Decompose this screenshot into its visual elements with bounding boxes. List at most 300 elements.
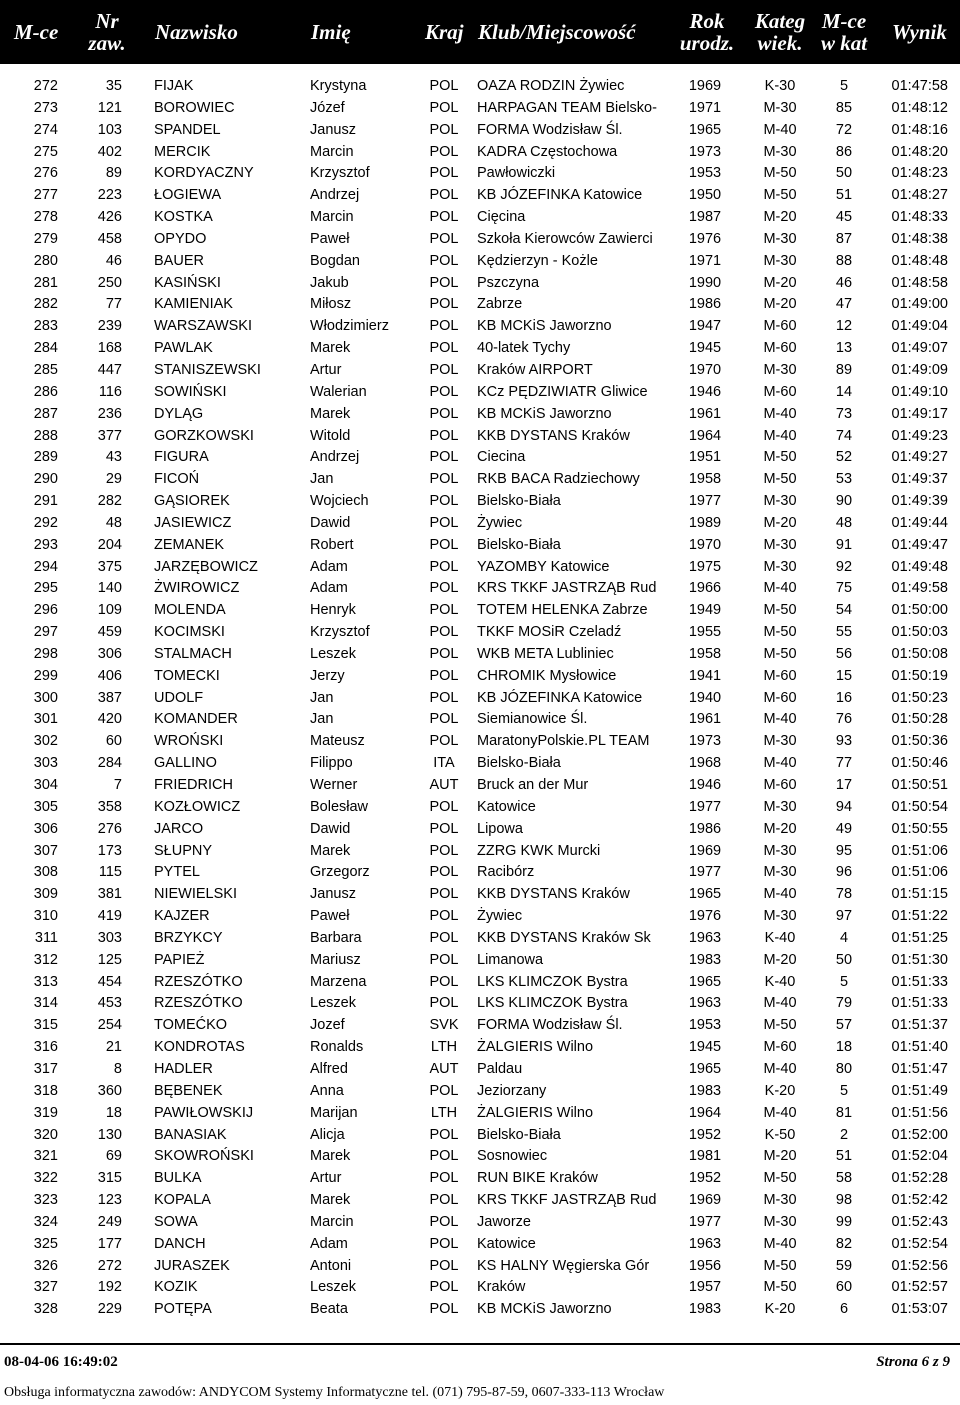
cell-first-name: Artur [310,1170,342,1187]
cell-place: 309 [33,886,58,903]
cell-club: Kraków [477,1279,526,1296]
header-category [752,0,808,64]
cell-category: M-60 [763,667,797,684]
cell-country: POL [429,667,459,684]
cell-category: M-20 [763,514,797,531]
cell-place: 306 [33,820,58,837]
cell-surname: JARZĘBOWICZ [154,558,258,575]
cell-place: 327 [33,1279,58,1296]
header-bib-line2: zaw. [88,31,126,55]
cell-place: 277 [33,187,58,204]
cell-bib: 453 [97,995,122,1012]
cell-category: M-50 [763,645,797,662]
cell-category-place: 96 [835,864,853,881]
cell-surname: FICOŃ [154,471,200,488]
cell-bib: 8 [113,1060,122,1077]
cell-result: 01:51:33 [891,973,948,990]
cell-bib: 420 [97,711,122,728]
cell-club: Sosnowiec [477,1148,548,1165]
cell-result: 01:51:37 [891,1017,948,1034]
cell-club: OAZA RODZIN Żywiec [477,78,625,94]
table-row [0,928,960,950]
cell-country: POL [429,645,459,662]
cell-birth-year: 1971 [688,99,722,116]
cell-club: KRS TKKF JASTRZĄB Rud [477,1192,657,1209]
cell-club: Ciecina [477,449,526,466]
cell-category: M-50 [763,1279,797,1296]
cell-category: M-60 [763,383,797,400]
cell-category: M-40 [763,405,797,422]
cell-bib: 254 [97,1017,122,1034]
cell-surname: RZESZÓTKO [154,995,243,1012]
cell-country: AUT [429,1060,459,1077]
header-result: Wynik [892,20,947,44]
cell-bib: 60 [105,733,122,750]
cell-bib: 29 [105,471,122,488]
cell-category-place: 92 [835,558,853,575]
cell-birth-year: 1977 [688,798,722,815]
table-row [0,972,960,994]
table-row [0,841,960,863]
table-row [0,491,960,513]
cell-category-place: 89 [835,361,853,378]
cell-club: KCz PĘDZIWIATR Gliwice [477,383,648,400]
cell-category-place: 55 [835,624,853,641]
cell-birth-year: 1952 [688,1126,722,1143]
cell-category: M-50 [763,1017,797,1034]
cell-surname: ŁOGIEWA [154,187,222,204]
table-row [0,1059,960,1081]
table-row [0,120,960,142]
cell-birth-year: 1973 [688,143,722,160]
table-row [0,884,960,906]
cell-first-name: Marek [310,340,351,357]
cell-surname: JARCO [154,820,204,837]
table-row [0,382,960,404]
cell-bib: 447 [97,361,122,378]
cell-place: 278 [33,209,58,226]
cell-category-place: 91 [835,536,853,553]
table-row [0,469,960,491]
cell-club: Cięcina [477,209,526,226]
cell-country: POL [429,995,459,1012]
table-row [0,753,960,775]
cell-result: 01:49:39 [891,493,948,510]
cell-club: Pszczyna [477,274,540,291]
table-row [0,273,960,295]
cell-first-name: Alfred [310,1060,348,1077]
cell-birth-year: 1969 [688,78,722,94]
cell-place: 311 [34,929,58,946]
cell-club: KRS TKKF JASTRZĄB Rud [477,580,657,597]
table-row [0,426,960,448]
cell-place: 314 [33,995,58,1012]
cell-result: 01:51:25 [891,929,948,946]
cell-result: 01:49:47 [891,536,948,553]
cell-first-name: Marek [310,1148,351,1165]
cell-category-place: 59 [835,1257,853,1274]
cell-club: ZZRG KWK Murcki [477,842,601,859]
cell-place: 280 [33,252,58,269]
cell-surname: FIJAK [154,78,194,94]
cell-birth-year: 1945 [688,1039,722,1056]
cell-category: K-50 [764,1126,796,1143]
cell-club: FORMA Wodzisław Śl. [477,1017,623,1034]
cell-surname: SOWA [154,1213,198,1230]
cell-surname: ZEMANEK [154,536,225,553]
cell-place: 274 [33,121,58,138]
cell-bib: 239 [97,318,122,335]
cell-bib: 250 [97,274,122,291]
cell-result: 01:51:30 [891,951,948,968]
cell-result: 01:50:19 [891,667,948,684]
cell-surname: SŁUPNY [154,842,213,859]
cell-bib: 116 [98,383,122,400]
cell-club: Pawłowiczki [477,165,556,182]
cell-first-name: Bogdan [310,252,360,269]
table-row [0,819,960,841]
table-row [0,360,960,382]
cell-result: 01:52:57 [891,1279,948,1296]
cell-result: 01:50:54 [891,798,948,815]
cell-birth-year: 1947 [688,318,722,335]
cell-country: POL [429,361,459,378]
cell-first-name: Leszek [310,645,356,662]
cell-club: Żywiec [477,908,523,925]
cell-birth-year: 1964 [688,1104,722,1121]
cell-category-place: 5 [839,1082,849,1099]
cell-result: 01:50:28 [891,711,948,728]
cell-place: 315 [33,1017,58,1034]
cell-first-name: Ronalds [310,1039,364,1056]
header-country: Kraj [425,20,464,44]
cell-surname: BULKA [154,1170,202,1187]
cell-bib: 419 [97,908,122,925]
cell-result: 01:52:28 [891,1170,948,1187]
table-row [0,906,960,928]
cell-country: POL [429,427,459,444]
table-row [0,185,960,207]
cell-bib: 458 [97,230,122,247]
cell-birth-year: 1990 [688,274,722,291]
cell-birth-year: 1949 [688,602,722,619]
cell-category-place: 50 [835,951,853,968]
cell-category-place: 45 [835,209,853,226]
cell-result: 01:48:33 [891,209,948,226]
cell-result: 01:52:04 [891,1148,948,1165]
cell-surname: JURASZEK [154,1257,230,1274]
cell-club: KB MCKiS Jaworzno [477,318,612,335]
cell-first-name: Dawid [310,820,351,837]
table-row [0,1212,960,1234]
cell-bib: 236 [97,405,122,422]
cell-category: M-30 [763,558,797,575]
cell-birth-year: 1969 [688,1192,722,1209]
cell-club: 40-latek Tychy [477,340,571,357]
cell-first-name: Filippo [310,755,353,772]
cell-first-name: Jakub [310,274,349,291]
cell-surname: KONDROTAS [154,1039,245,1056]
cell-result: 01:52:42 [891,1192,948,1209]
cell-first-name: Jerzy [310,667,345,684]
cell-category: K-40 [764,929,796,946]
cell-first-name: Mariusz [310,951,361,968]
cell-birth-year: 1989 [688,514,722,531]
table-row [0,1081,960,1103]
cell-surname: KOMANDER [154,711,238,728]
cell-category-place: 2 [839,1126,849,1143]
cell-birth-year: 1966 [688,580,722,597]
cell-category: M-30 [763,361,797,378]
cell-surname: ŻWIROWICZ [154,580,240,597]
cell-first-name: Grzegorz [310,864,370,881]
header-birth-year-line1: Rok [689,9,725,33]
cell-country: POL [429,733,459,750]
cell-place: 273 [33,99,58,116]
cell-first-name: Robert [310,536,354,553]
cell-category-place: 77 [835,755,853,772]
cell-club: TKKF MOSiR Czeladź [477,624,622,641]
cell-result: 01:49:10 [891,383,948,400]
cell-category-place: 4 [839,929,849,946]
cell-club: Bielsko-Biała [477,1126,561,1143]
cell-surname: WROŃSKI [154,733,224,750]
table-row [0,775,960,797]
cell-category: M-20 [763,209,797,226]
cell-category-place: 78 [835,886,853,903]
cell-country: POL [429,143,459,160]
cell-result: 01:47:58 [891,78,948,94]
cell-first-name: Krystyna [310,78,367,94]
cell-category: M-50 [763,471,797,488]
cell-bib: 381 [97,886,122,903]
cell-club: Katowice [477,798,536,815]
cell-category-place: 50 [835,165,853,182]
cell-result: 01:51:06 [891,864,948,881]
cell-first-name: Bolesław [310,798,369,815]
cell-birth-year: 1940 [688,689,722,706]
cell-category: M-40 [763,1060,797,1077]
cell-place: 289 [33,449,58,466]
cell-category-place: 57 [835,1017,853,1034]
cell-birth-year: 1953 [688,1017,722,1034]
cell-first-name: Beata [310,1301,348,1318]
cell-place: 319 [33,1104,58,1121]
cell-birth-year: 1970 [688,361,722,378]
cell-category: M-50 [763,1170,797,1187]
cell-surname: FIGURA [154,449,209,466]
cell-category-place: 53 [835,471,853,488]
cell-category: M-30 [763,798,797,815]
cell-birth-year: 1956 [688,1257,722,1274]
cell-birth-year: 1963 [688,995,722,1012]
cell-birth-year: 1986 [688,820,722,837]
cell-club: KADRA Częstochowa [477,143,618,160]
cell-birth-year: 1964 [688,427,722,444]
cell-result: 01:49:23 [891,427,948,444]
cell-birth-year: 1955 [688,624,722,641]
cell-category: M-50 [763,449,797,466]
table-row [0,622,960,644]
cell-birth-year: 1976 [688,908,722,925]
cell-birth-year: 1961 [688,711,722,728]
cell-result: 01:51:47 [891,1060,948,1077]
cell-first-name: Miłosz [310,296,352,313]
header-category-line1: Kateg [754,9,806,33]
cell-country: AUT [429,777,459,793]
cell-category: M-20 [763,1148,797,1165]
cell-bib: 115 [98,864,122,881]
cell-country: POL [429,78,459,94]
cell-country: POL [429,514,459,531]
cell-club: ŻALGIERIS Wilno [477,1104,594,1121]
cell-first-name: Paweł [310,230,350,247]
cell-first-name: Antoni [310,1257,352,1274]
cell-club: MaratonyPolskie.PL TEAM [477,733,650,750]
cell-place: 316 [33,1039,58,1056]
cell-place: 300 [33,689,58,706]
cell-country: POL [429,886,459,903]
cell-place: 292 [33,514,58,531]
header-club: Klub/Miejscowość [478,20,636,44]
cell-bib: 284 [97,755,122,772]
table-row [0,1037,960,1059]
cell-category: M-30 [763,252,797,269]
cell-country: POL [429,864,459,881]
cell-first-name: Krzysztof [310,624,370,641]
cell-country: POL [429,711,459,728]
cell-place: 303 [33,755,58,772]
cell-result: 01:48:58 [891,274,948,291]
cell-place: 288 [33,427,58,444]
cell-club: RUN BIKE Kraków [477,1170,598,1187]
cell-first-name: Henryk [310,602,356,619]
cell-bib: 426 [97,209,122,226]
cell-category: M-30 [763,1213,797,1230]
cell-category: M-30 [763,99,797,116]
cell-result: 01:50:23 [891,689,948,706]
cell-club: Katowice [477,1235,536,1252]
cell-place: 328 [33,1301,58,1318]
cell-place: 323 [33,1192,58,1209]
cell-result: 01:49:48 [891,558,948,575]
cell-first-name: Krzysztof [310,165,370,182]
cell-bib: 306 [97,645,122,662]
cell-category-place: 74 [835,427,853,444]
table-row [0,1146,960,1168]
cell-country: SVK [429,1017,459,1034]
header-category-line2: wiek. [757,31,803,55]
cell-first-name: Wojciech [310,493,369,510]
cell-category-place: 51 [835,187,853,204]
cell-first-name: Marcin [310,1213,354,1230]
cell-first-name: Józef [310,99,345,116]
cell-category: M-40 [763,995,797,1012]
cell-country: POL [429,471,459,488]
cell-country: ITA [433,755,455,772]
cell-category-place: 87 [835,230,853,247]
cell-bib: 459 [97,624,122,641]
cell-club: LKS KLIMCZOK Bystra [477,973,628,990]
table-row [0,557,960,579]
cell-result: 01:51:33 [891,995,948,1012]
page-number: Strona 6 z 9 [876,1354,950,1370]
cell-place: 325 [33,1235,58,1252]
cell-birth-year: 1958 [688,645,722,662]
cell-category-place: 86 [835,143,853,160]
cell-place: 326 [33,1257,58,1274]
cell-birth-year: 1981 [688,1148,722,1165]
cell-category: M-20 [763,274,797,291]
cell-country: POL [429,296,459,313]
cell-club: Żywiec [477,514,523,531]
cell-category-place: 54 [835,602,853,619]
cell-place: 321 [33,1148,58,1165]
cell-country: POL [429,973,459,990]
cell-birth-year: 1965 [688,1060,722,1077]
cell-place: 313 [33,973,58,990]
table-row [0,1277,960,1299]
cell-country: POL [429,602,459,619]
cell-country: POL [429,187,459,204]
cell-club: KB JÓZEFINKA Katowice [477,689,643,706]
cell-country: POL [429,1257,459,1274]
cell-bib: 103 [97,121,122,138]
cell-place: 272 [33,78,58,94]
cell-category: M-30 [763,908,797,925]
table-row [0,142,960,164]
cell-category: M-30 [763,842,797,859]
table-row [0,950,960,972]
cell-birth-year: 1970 [688,536,722,553]
cell-surname: FRIEDRICH [154,777,233,793]
table-row [0,163,960,185]
cell-surname: KOPALA [154,1192,211,1209]
cell-place: 302 [33,733,58,750]
cell-country: POL [429,1279,459,1296]
header-birth-year-line2: urodz. [679,31,735,55]
cell-surname: JASIEWICZ [154,514,232,531]
footer-divider [0,1343,960,1345]
cell-surname: DANCH [154,1235,206,1252]
cell-surname: BAUER [154,252,204,269]
cell-category-place: 73 [835,405,853,422]
cell-result: 01:50:51 [891,777,948,793]
cell-result: 01:50:03 [891,624,948,641]
cell-category: K-20 [764,1301,796,1318]
cell-club: YAZOMBY Katowice [477,558,610,575]
cell-club: Szkoła Kierowców Zawierci [477,230,653,247]
header-bib-line1: Nr [95,9,119,33]
cell-place: 287 [33,405,58,422]
cell-country: POL [429,842,459,859]
table-row [0,1125,960,1147]
cell-birth-year: 1977 [688,1213,722,1230]
table-row [0,207,960,229]
cell-country: POL [429,689,459,706]
table-row [0,294,960,316]
table-row [0,316,960,338]
cell-bib: 272 [97,1257,122,1274]
cell-birth-year: 1957 [688,1279,722,1296]
cell-surname: OPYDO [154,230,207,247]
cell-category: M-20 [763,951,797,968]
cell-result: 01:48:20 [891,143,948,160]
cell-first-name: Walerian [310,383,367,400]
cell-category: M-20 [763,296,797,313]
cell-club: RKB BACA Radziechowy [477,471,640,488]
cell-bib: 89 [105,165,122,182]
